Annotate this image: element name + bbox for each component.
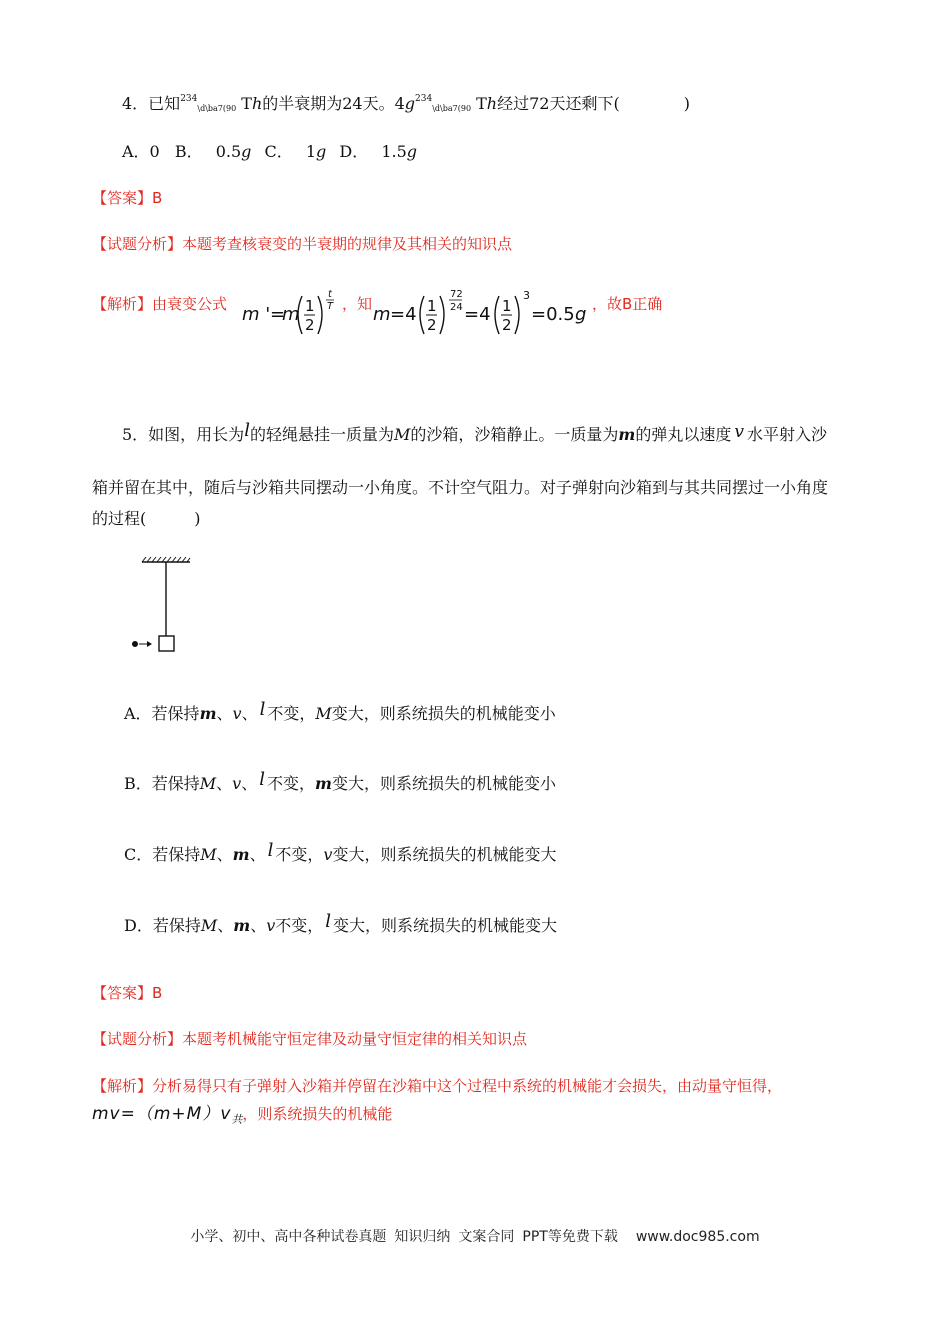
- opt-a-mid: 不变，: [267, 704, 316, 723]
- opt-a-pre: A．若保持: [124, 704, 200, 723]
- frac1-num: 1: [305, 297, 315, 315]
- q5-text-e: 水平射入沙: [746, 425, 827, 444]
- q5-stem-line2: 箱并留在其中，随后与沙箱共同摆动一小角度。不计空气阻力。对子弹射向沙箱到与其共同摆过一小角度: [92, 478, 829, 497]
- opt-c-pre: C．若保持: [124, 845, 201, 864]
- var-m: m: [618, 425, 636, 444]
- frac3-den: 2: [502, 316, 512, 334]
- q5-stem-line1: [122, 420, 827, 445]
- q4-stem: [122, 94, 690, 117]
- q5-option-a: [124, 699, 556, 724]
- q4-solution-end: ，故B正确: [592, 295, 663, 313]
- formula2-eq: =4: [390, 304, 417, 325]
- paren-left-2: [420, 296, 424, 334]
- q4-text-pre: 4．已知: [122, 94, 181, 113]
- footer-text-d: PPT等免费下载: [522, 1229, 618, 1245]
- q4-option-b-unit: g: [241, 142, 252, 161]
- opt-d-post: 变大，则系统损失的机械能变大: [333, 916, 558, 935]
- opt-d-v3: v: [266, 916, 276, 935]
- q5-text-c: 的沙箱，沙箱静止。一质量为: [410, 425, 619, 444]
- opt-d-sep1: 、: [217, 916, 234, 935]
- formula1-lhs: m ': [242, 304, 271, 325]
- q4-option-c-value: 1: [305, 142, 317, 161]
- q4-option-d-label: D．: [339, 142, 369, 161]
- frac2-den: 2: [427, 316, 437, 334]
- footer-text-a: 小学、初中、高中各种试卷真题: [190, 1229, 387, 1245]
- opt-b-v2: v: [232, 774, 242, 793]
- opt-b-mid: 不变，: [267, 774, 316, 793]
- paren-left-3: [495, 296, 499, 334]
- exp-T: T: [327, 301, 334, 312]
- opt-c-chg: v: [323, 845, 333, 864]
- q4-answer: 【答案】B: [92, 189, 163, 207]
- q5-solution-tail: ，则系统损失的机械能: [242, 1105, 393, 1123]
- opt-d-pre: D．若保持: [124, 916, 201, 935]
- q4-analysis: 【试题分析】本题考查核衰变的半衰期的规律及其相关的知识点: [92, 235, 513, 253]
- q4-solution-label: 【解析】由衰变公式: [92, 295, 228, 313]
- q4-solution-mid: ，知: [342, 295, 373, 313]
- opt-b-v3: l: [259, 769, 265, 790]
- opt-c-mid: 不变，: [275, 845, 324, 864]
- pendulum-diagram: [126, 556, 196, 656]
- q4-text-mid: 的半衰期为24天。4: [262, 94, 405, 113]
- opt-c-sep2: 、: [249, 845, 266, 864]
- opt-b-sep2: 、: [241, 774, 258, 793]
- frac1-den: 2: [305, 316, 315, 334]
- q5-stem-line3: 的过程( ): [92, 509, 201, 528]
- opt-b-post: 变大，则系统损失的机械能变小: [331, 774, 556, 793]
- q5-option-d: [124, 911, 558, 936]
- footer-url[interactable]: www.doc985.com: [635, 1229, 760, 1245]
- q4-option-c-unit: g: [316, 142, 327, 161]
- opt-c-sep1: 、: [216, 845, 233, 864]
- formula2-result: =0.5: [531, 304, 575, 325]
- q4-options: [122, 142, 417, 162]
- page-footer: [0, 1226, 950, 1246]
- var-v: v: [734, 422, 744, 442]
- q5-text-a: 5．如图，用长为: [122, 425, 245, 444]
- formula2-eq2: =4: [464, 304, 491, 325]
- opt-b-v1: M: [199, 774, 217, 793]
- formula1-eq: =: [270, 304, 286, 325]
- opt-a-v2: v: [232, 704, 242, 723]
- opt-a-sep1: 、: [216, 704, 233, 723]
- mass-number-2: 234: [415, 94, 433, 104]
- opt-c-post: 变大，则系统损失的机械能变大: [332, 845, 557, 864]
- q5-answer: 【答案】B: [92, 984, 163, 1002]
- opt-b-sep1: 、: [216, 774, 233, 793]
- q4-option-c-label: C．: [264, 142, 293, 161]
- q4-option-a: A．0: [122, 142, 160, 161]
- q5-solution-line1: 【解析】分析易得只有子弹射入沙箱并停留在沙箱中这个过程中系统的机械能才会损失，由动量守恒得，: [92, 1077, 783, 1095]
- mass-number: 234: [180, 94, 198, 104]
- opt-c-v2: m: [232, 845, 250, 864]
- velocity-arrowhead: [147, 641, 152, 647]
- q5-analysis: 【试题分析】本题考机械能守恒定律及动量守恒定律的相关知识点: [92, 1030, 528, 1048]
- element-symbol-2: T: [471, 94, 487, 113]
- exp-24: 24: [450, 302, 463, 313]
- footer-text-c: 文案合同: [458, 1229, 515, 1245]
- element-symbol-h: h: [251, 94, 263, 113]
- formula2-unit: g: [575, 304, 587, 325]
- q4-option-d-value: 1.5: [381, 142, 407, 161]
- opt-b-chg: m: [315, 774, 332, 793]
- q5-text-d: 的弹丸以速度: [635, 425, 732, 444]
- opt-d-v2: m: [233, 916, 251, 935]
- momentum-sub: 共: [231, 1113, 243, 1126]
- q5-text-b: 的轻绳悬挂一质量为: [249, 425, 394, 444]
- paren-right-1: [318, 296, 322, 334]
- paren-right-2: [440, 296, 444, 334]
- field-code: \d\ba7(90: [197, 104, 237, 113]
- var-M: M: [393, 425, 411, 444]
- momentum-equation: mv=（m+M）v: [92, 1104, 232, 1124]
- opt-b-pre: B．若保持: [124, 774, 200, 793]
- var-l: l: [244, 420, 250, 441]
- opt-a-sep2: 、: [241, 704, 258, 723]
- opt-a-post: 变大，则系统损失的机械能变小: [331, 704, 556, 723]
- formula1-m: m: [282, 304, 300, 325]
- q4-option-d-unit: g: [406, 142, 418, 161]
- opt-d-mid: 不变，: [275, 916, 324, 935]
- opt-a-v3: l: [259, 699, 266, 720]
- bullet: [132, 641, 138, 647]
- q4-text-post: 经过72天还剩下( ): [497, 94, 690, 113]
- q4-decay-formula: [238, 282, 648, 342]
- q5-option-b: [124, 769, 556, 794]
- opt-a-chg: M: [315, 704, 332, 723]
- frac3-num: 1: [502, 297, 512, 315]
- paren-right-3: [515, 296, 519, 334]
- exp-72: 72: [450, 289, 463, 300]
- q4-option-b-value: 0.5: [215, 142, 242, 161]
- formula2-lhs: m: [373, 304, 391, 325]
- element-symbol: T: [236, 94, 252, 113]
- opt-c-v3: l: [267, 840, 274, 861]
- opt-d-chg: l: [325, 911, 332, 932]
- footer-text-b: 知识归纳: [394, 1229, 451, 1245]
- frac2-num: 1: [427, 297, 437, 315]
- paren-left-1: [298, 296, 302, 334]
- q5-option-c: [124, 840, 557, 865]
- opt-d-sep2: 、: [250, 916, 267, 935]
- q5-solution-line2: [92, 1104, 392, 1126]
- exp-t: t: [328, 289, 332, 300]
- opt-d-v1: M: [200, 916, 218, 935]
- unit-g: g: [404, 94, 416, 113]
- q4-option-b-label: B．: [174, 142, 203, 161]
- opt-a-v1: m: [199, 704, 217, 723]
- opt-c-v1: M: [200, 845, 217, 864]
- exp-3: 3: [523, 289, 530, 302]
- field-code-2: \d\ba7(90: [432, 104, 472, 113]
- sandbox: [159, 636, 174, 651]
- element-symbol-h-2: h: [486, 94, 498, 113]
